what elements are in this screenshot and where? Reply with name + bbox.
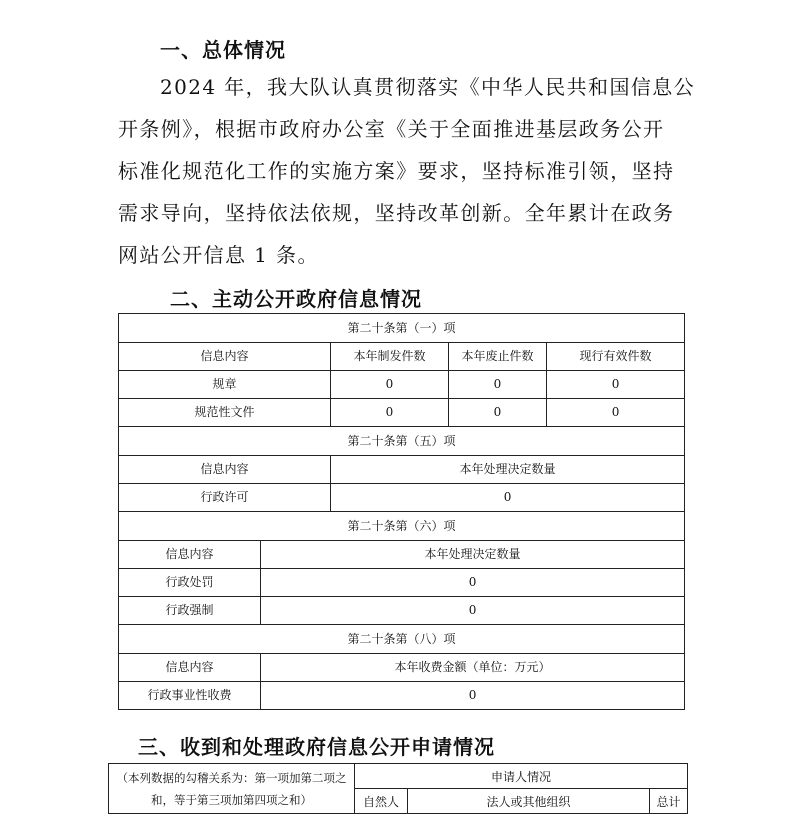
block2-header-content: 信息内容 (119, 456, 331, 484)
active-disclosure-table (118, 313, 685, 710)
paragraph-line: 网站公开信息 1 条。 (118, 243, 319, 267)
table-cell: 规章 (119, 371, 331, 399)
table-cell: 0 (547, 371, 685, 399)
section1-heading: 一、总体情况 (160, 38, 286, 62)
table-row (119, 371, 685, 399)
table-cell: 行政强制 (119, 597, 261, 625)
legal-person-header: 法人或其他组织 (408, 789, 650, 814)
block1-header-content: 信息内容 (119, 343, 331, 371)
block4-header-amount: 本年收费金额（单位：万元） (261, 654, 685, 682)
section1-paragraph (118, 66, 696, 276)
reconciliation-note: （本列数据的勾稽关系为：第一项加第二项之和，等于第三项加第四项之和） (109, 764, 355, 814)
table-row (119, 597, 685, 625)
block4-header-content: 信息内容 (119, 654, 261, 682)
table-cell: 0 (261, 597, 685, 625)
table-cell: 0 (261, 569, 685, 597)
table-cell: 0 (261, 682, 685, 710)
natural-person-header: 自然人 (355, 789, 408, 814)
paragraph-line: 标准化规范化工作的实施方案》要求，坚持标准引领，坚持 (118, 159, 675, 183)
block4-title: 第二十条第（八）项 (119, 625, 685, 654)
paragraph-line: 需求导向，坚持依法依规，坚持改革创新。全年累计在政务 (118, 201, 675, 225)
application-table-wrap (108, 763, 687, 814)
table-cell: 行政事业性收费 (119, 682, 261, 710)
paragraph-line: 2024 年，我大队认真贯彻落实《中华人民共和国信息公 (160, 75, 696, 99)
block3-header-content: 信息内容 (119, 541, 261, 569)
table-row (119, 484, 685, 512)
applicant-header: 申请人情况 (355, 764, 688, 789)
application-table (108, 763, 688, 814)
section3-heading: 三、收到和处理政府信息公开申请情况 (138, 735, 495, 759)
table-cell: 0 (331, 484, 685, 512)
table-row (119, 682, 685, 710)
block2-header-count: 本年处理决定数量 (331, 456, 685, 484)
paragraph-line: 开条例》，根据市政府办公室《关于全面推进基层政务公开 (118, 117, 665, 141)
active-disclosure-table-wrap (118, 313, 684, 710)
block1-header-abolished: 本年废止件数 (449, 343, 547, 371)
table-cell: 行政许可 (119, 484, 331, 512)
block1-header-valid: 现行有效件数 (547, 343, 685, 371)
table-row (119, 569, 685, 597)
section2-heading: 二、主动公开政府信息情况 (170, 287, 422, 311)
table-cell: 0 (449, 399, 547, 427)
block1-header-issued: 本年制发件数 (331, 343, 449, 371)
block3-header-count: 本年处理决定数量 (261, 541, 685, 569)
block3-title: 第二十条第（六）项 (119, 512, 685, 541)
table-row (119, 399, 685, 427)
table-cell: 0 (331, 399, 449, 427)
table-cell: 0 (331, 371, 449, 399)
table-cell: 行政处罚 (119, 569, 261, 597)
table-cell: 0 (449, 371, 547, 399)
table-cell: 0 (547, 399, 685, 427)
table-cell: 规范性文件 (119, 399, 331, 427)
total-header: 总计 (650, 789, 688, 814)
block2-title: 第二十条第（五）项 (119, 427, 685, 456)
block1-title: 第二十条第（一）项 (119, 314, 685, 343)
